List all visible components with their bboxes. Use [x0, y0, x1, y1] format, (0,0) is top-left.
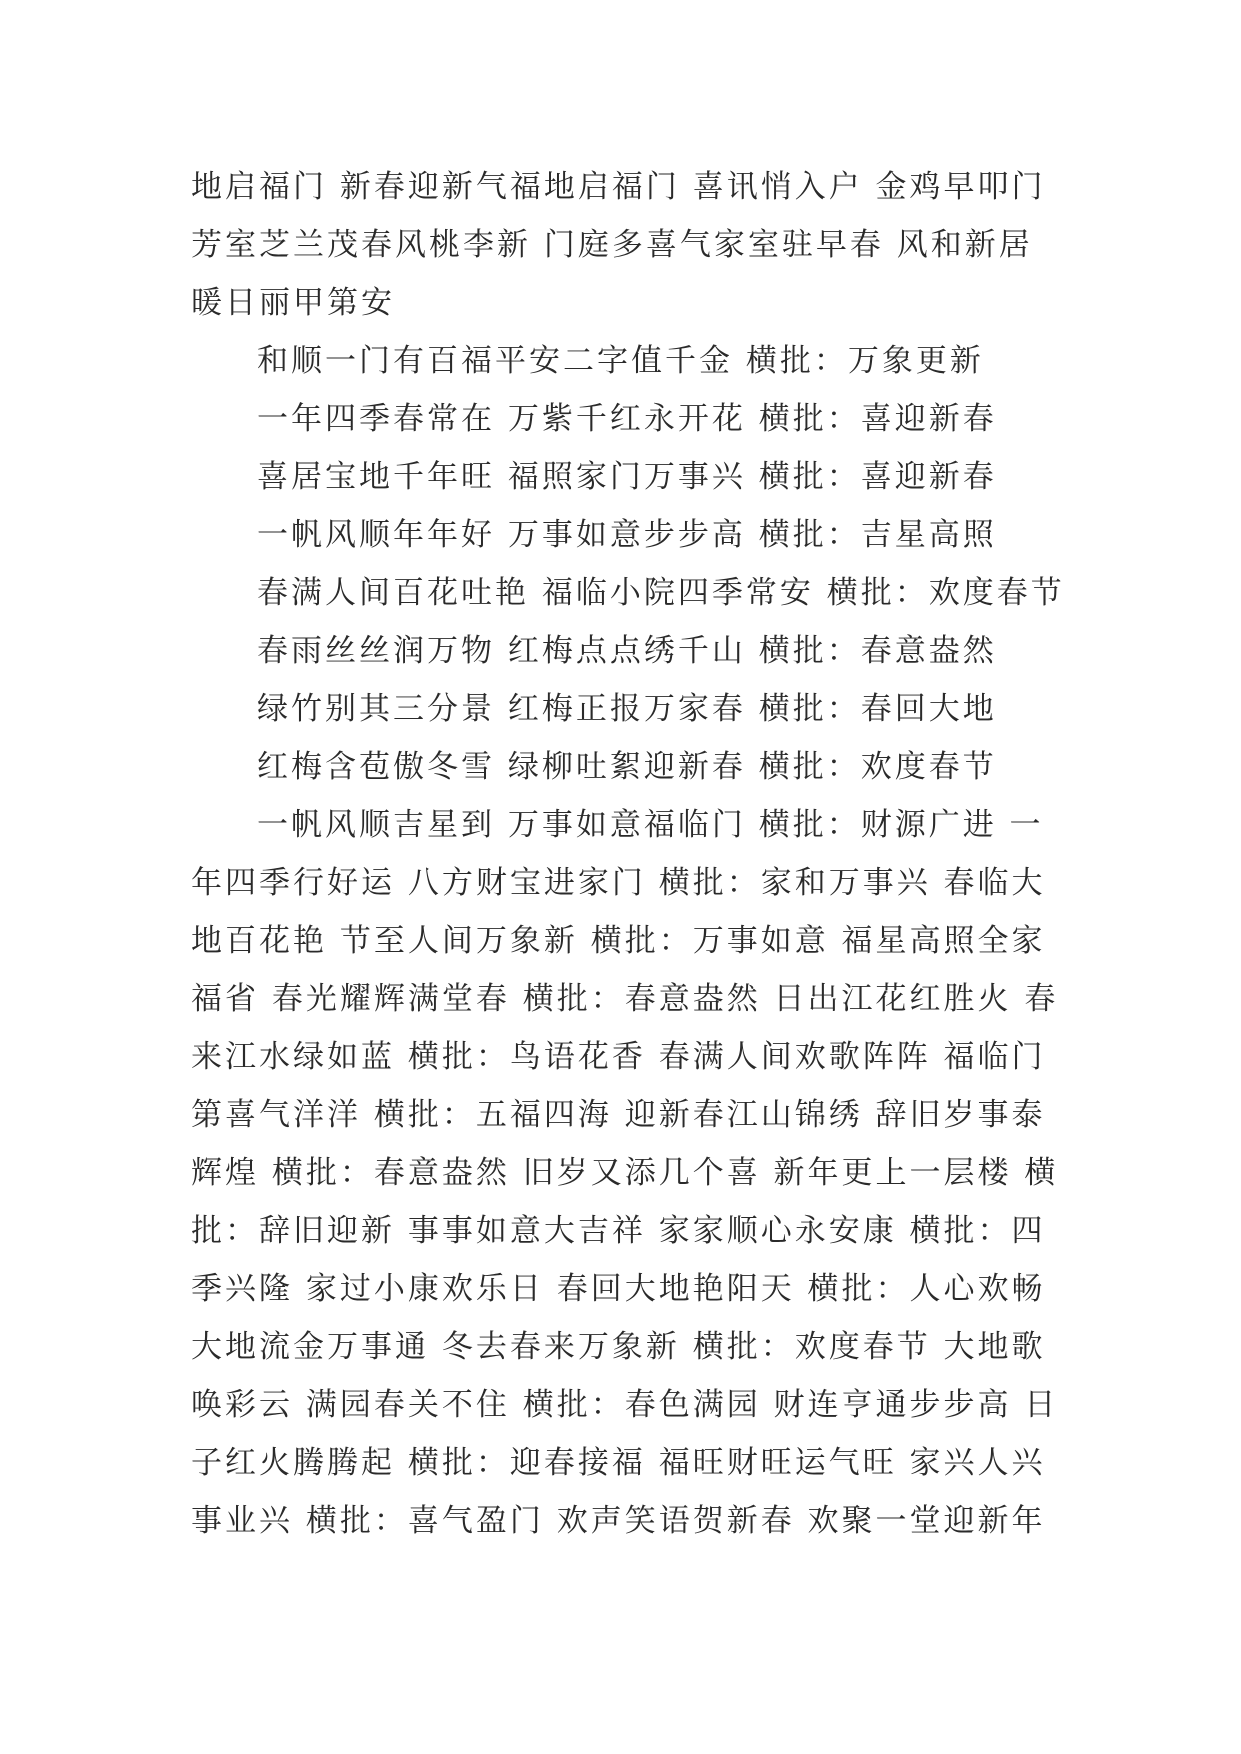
text-line: 年四季行好运 八方财宝进家门 横批：家和万事兴 春临大 — [191, 865, 1046, 901]
text-line: 一年四季春常在 万紫千红永开花 横批：喜迎新春 — [257, 401, 997, 437]
text-line: 季兴隆 家过小康欢乐日 春回大地艳阳天 横批：人心欢畅 — [191, 1271, 1046, 1307]
text-line: 一帆风顺年年好 万事如意步步高 横批：吉星高照 — [257, 517, 997, 553]
text-line: 春满人间百花吐艳 福临小院四季常安 横批：欢度春节 — [257, 575, 1065, 611]
text-line: 第喜气洋洋 横批：五福四海 迎新春江山锦绣 辞旧岁事泰 — [191, 1097, 1046, 1133]
text-line: 辉煌 横批：春意盎然 旧岁又添几个喜 新年更上一层楼 横 — [191, 1155, 1059, 1191]
text-line: 事业兴 横批：喜气盈门 欢声笑语贺新春 欢聚一堂迎新年 — [191, 1503, 1046, 1539]
document-body — [191, 158, 1071, 1550]
text-line: 红梅含苞傲冬雪 绿柳吐絮迎新春 横批：欢度春节 — [257, 749, 997, 785]
text-line: 春雨丝丝润万物 红梅点点绣千山 横批：春意盎然 — [257, 633, 997, 669]
text-line: 地启福门 新春迎新气福地启福门 喜讯悄入户 金鸡早叩门 — [191, 169, 1046, 205]
text-line: 绿竹别其三分景 红梅正报万家春 横批：春回大地 — [257, 691, 997, 727]
text-line: 一帆风顺吉星到 万事如意福临门 横批：财源广进 一 — [257, 807, 1044, 843]
text-line: 唤彩云 满园春关不住 横批：春色满园 财连亨通步步高 日 — [191, 1387, 1059, 1423]
text-line: 喜居宝地千年旺 福照家门万事兴 横批：喜迎新春 — [257, 459, 997, 495]
text-line: 芳室芝兰茂春风桃李新 门庭多喜气家室驻早春 风和新居 — [191, 227, 1033, 263]
text-line: 来江水绿如蓝 横批：鸟语花香 春满人间欢歌阵阵 福临门 — [191, 1039, 1046, 1075]
text-line: 福省 春光耀辉满堂春 横批：春意盎然 日出江花红胜火 春 — [191, 981, 1059, 1017]
text-line: 批：辞旧迎新 事事如意大吉祥 家家顺心永安康 横批：四 — [191, 1213, 1046, 1249]
text-line: 地百花艳 节至人间万象新 横批：万事如意 福星高照全家 — [191, 923, 1046, 959]
text-line: 子红火腾腾起 横批：迎春接福 福旺财旺运气旺 家兴人兴 — [191, 1445, 1046, 1481]
text-line: 暖日丽甲第安 — [191, 285, 395, 321]
text-line: 大地流金万事通 冬去春来万象新 横批：欢度春节 大地歌 — [191, 1329, 1046, 1365]
text-line: 和顺一门有百福平安二字值千金 横批：万象更新 — [257, 343, 984, 379]
